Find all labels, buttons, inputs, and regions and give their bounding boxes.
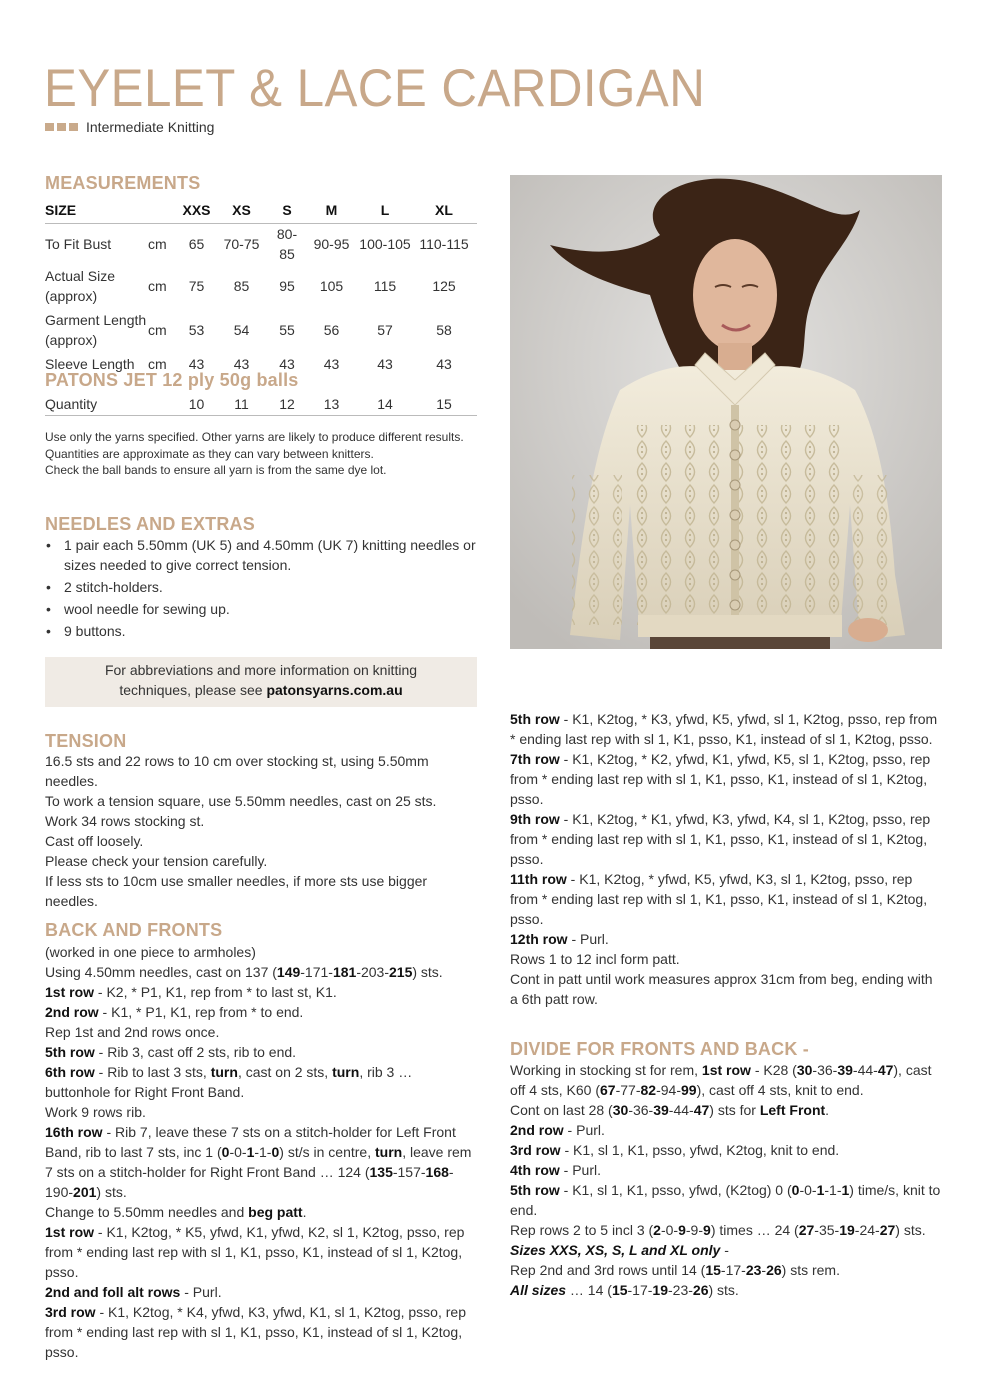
column-header: XXS bbox=[180, 197, 213, 224]
column-header bbox=[148, 197, 180, 224]
cell: 43 bbox=[233, 356, 250, 372]
row-label: Sleeve Length bbox=[45, 356, 135, 372]
abbreviations-line: techniques, please see bbox=[119, 682, 267, 698]
list-item: • 1 pair each 5.50mm (UK 5) and 4.50mm (UK 7) knitting needles or sizes needed to give correct tension. bbox=[45, 535, 477, 575]
row-label: To Fit Bust bbox=[45, 236, 112, 252]
cardigan-photo bbox=[510, 175, 942, 649]
cell: 56 bbox=[323, 322, 340, 338]
paragraph: 9th row - K1, K2tog, * K1, yfwd, K3, yfwd, K4, sl 1, K2tog, psso, rep from * ending last rep with sl 1, K1, psso, K1, instead of sl 1, K2tog, psso. bbox=[510, 811, 931, 867]
paragraph: 2nd row - K1, * P1, K1, rep from * to end. bbox=[45, 1004, 304, 1020]
note: Check the ball bands to ensure all yarn is from the same dye lot. bbox=[45, 463, 387, 477]
cell: 15 bbox=[411, 393, 477, 416]
cell: 43 bbox=[436, 356, 452, 372]
back-fronts-heading: BACK AND FRONTS bbox=[45, 920, 223, 940]
subheading: (worked in one piece to armholes) bbox=[45, 944, 256, 960]
column-header: L bbox=[359, 197, 411, 224]
paragraph: 5th row - K1, sl 1, K1, psso, yfwd, (K2tog) 0 (0-0-1-1-1) time/s, knit to end. bbox=[510, 1182, 941, 1218]
paragraph: Using 4.50mm needles, cast on 137 (149-171-181-203-215) sts. bbox=[45, 964, 443, 980]
paragraph: 1st row - K1, K2tog, * K5, yfwd, K1, yfwd, K2, sl 1, K2tog, psso, rep from * ending last rep with sl 1, K1, psso, K1, instead of sl 1, K2tog, psso. bbox=[45, 1224, 465, 1280]
paragraph: Sizes XXS, XS, S, L and XL only - bbox=[510, 1242, 729, 1258]
cell: 65 bbox=[188, 236, 205, 252]
paragraph: 11th row - K1, K2tog, * yfwd, K5, yfwd, K3, sl 1, K2tog, psso, rep from * ending last rep with sl 1, K1, psso, K1, instead of sl 1, K2tog, psso. bbox=[510, 871, 928, 927]
cell: 100-105 bbox=[359, 236, 411, 252]
paragraph: To work a tension square, use 5.50mm needles, cast on 25 sts. bbox=[45, 793, 437, 809]
unit: cm bbox=[148, 356, 167, 372]
paragraph: Rep 2nd and 3rd rows until 14 (15-17-23-26) sts rem. bbox=[510, 1262, 840, 1278]
paragraph: 5th row - K1, K2tog, * K3, yfwd, K5, yfwd, sl 1, K2tog, psso, rep from * ending last rep with sl 1, K1, psso, K1, instead of sl 1, K2tog, psso. bbox=[510, 711, 938, 747]
abbreviations-box bbox=[45, 657, 477, 707]
note: Quantities are approximate as they can vary between knitters. bbox=[45, 446, 374, 461]
list-item: • wool needle for sewing up. bbox=[45, 599, 477, 619]
paragraph: Please check your tension carefully. bbox=[45, 853, 268, 869]
paragraph: 2nd and foll alt rows - Purl. bbox=[45, 1284, 222, 1300]
row-label: Quantity bbox=[45, 393, 148, 416]
paragraph: Rep rows 2 to 5 incl 3 (2-0-9-9-9) times … 24 (27-35-19-24-27) sts. bbox=[510, 1222, 926, 1238]
cell: 43 bbox=[188, 356, 205, 372]
website-link[interactable]: patonsyarns.com.au bbox=[266, 682, 403, 698]
needles-list bbox=[45, 535, 477, 643]
column-header: M bbox=[304, 197, 359, 224]
table-row bbox=[45, 308, 477, 352]
back-fronts-text bbox=[45, 942, 477, 1362]
paragraph: 16.5 sts and 22 rows to 10 cm over stocking st, using 5.50mm needles. bbox=[45, 753, 429, 789]
cell: 105 bbox=[319, 278, 344, 294]
cell: 43 bbox=[377, 356, 393, 372]
level-square-icon bbox=[45, 123, 54, 131]
column-header: SIZE bbox=[45, 197, 148, 224]
table-header-row bbox=[45, 197, 477, 224]
paragraph: 3rd row - K1, sl 1, K1, psso, yfwd, K2tog, knit to end. bbox=[510, 1142, 840, 1158]
column-header: XL bbox=[411, 197, 477, 224]
cell: 125 bbox=[432, 278, 456, 294]
measurements-heading: MEASUREMENTS bbox=[45, 173, 201, 193]
paragraph: 5th row - Rib 3, cast off 2 sts, rib to end. bbox=[45, 1044, 297, 1060]
instructions bbox=[510, 1060, 942, 1300]
paragraph: Working in stocking st for rem, 1st row - K28 (30-36-39-44-47), cast off 4 sts, K60 (67-77-82-94-99), cast off 4 sts, knit to end. bbox=[510, 1062, 932, 1098]
row-label: Actual Size (approx) bbox=[45, 268, 116, 304]
pattern-rows-continued bbox=[510, 709, 942, 1009]
skill-level-label: Intermediate Knitting bbox=[86, 119, 215, 135]
cell: 14 bbox=[359, 393, 411, 416]
cell: 57 bbox=[377, 322, 393, 338]
cell: 13 bbox=[304, 393, 359, 416]
paragraph: Work 34 rows stocking st. bbox=[45, 813, 205, 829]
column-header: S bbox=[270, 197, 304, 224]
abbreviations-line: For abbreviations and more information on knitting bbox=[104, 662, 418, 678]
list-item: • 9 buttons. bbox=[45, 621, 477, 641]
cell: 90-95 bbox=[313, 236, 350, 252]
cell: 11 bbox=[213, 393, 270, 416]
paragraph: Work 9 rows rib. bbox=[45, 1104, 146, 1120]
measurements-table bbox=[45, 197, 477, 376]
paragraph: 16th row - Rib 7, leave these 7 sts on a stitch-holder for Left Front Band, rib to last 7 sts, inc 1 (0-0-1-1-0) st/s in centre, turn, leave rem 7 sts on a stitch-holder for Right Front Band … 124 (135-157-168-190-201) sts. bbox=[45, 1124, 472, 1200]
pattern-title: EYELET & LACE CARDIGAN bbox=[44, 59, 706, 118]
cell: 58 bbox=[436, 322, 452, 338]
cell: 110-115 bbox=[419, 236, 469, 252]
paragraph: If less sts to 10cm use smaller needles, if more sts use bigger needles. bbox=[45, 873, 428, 909]
cell: 80-85 bbox=[276, 226, 298, 262]
paragraph: Cont on last 28 (30-36-39-44-47) sts for Left Front. bbox=[510, 1102, 830, 1118]
paragraph: 12th row - Purl. bbox=[510, 931, 609, 947]
skill-level bbox=[45, 119, 214, 135]
paragraph: Change to 5.50mm needles and beg patt. bbox=[45, 1204, 307, 1220]
level-square-icon bbox=[57, 123, 66, 131]
tension-heading: TENSION bbox=[45, 731, 127, 751]
divide-text bbox=[510, 1060, 942, 1300]
cell: 43 bbox=[279, 356, 295, 372]
yarn-notes bbox=[45, 429, 477, 479]
cell: 54 bbox=[233, 322, 250, 338]
cell: 75 bbox=[188, 278, 205, 294]
paragraph: 2nd row - Purl. bbox=[510, 1122, 605, 1138]
paragraph: Rep 1st and 2nd rows once. bbox=[45, 1024, 220, 1040]
paragraph: 4th row - Purl. bbox=[510, 1162, 602, 1178]
table-row bbox=[45, 264, 477, 308]
table-row bbox=[45, 224, 477, 265]
note: Use only the yarns specified. Other yarns are likely to produce different results. bbox=[45, 430, 464, 444]
paragraph: 1st row - K2, * P1, K1, rep from * to last st, K1. bbox=[45, 984, 337, 1000]
row-label: Garment Length (approx) bbox=[45, 312, 147, 348]
cell: 115 bbox=[373, 278, 397, 294]
divide-heading: DIVIDE FOR FRONTS AND BACK - bbox=[510, 1039, 809, 1059]
cell: 95 bbox=[279, 278, 295, 294]
column-header: XS bbox=[213, 197, 270, 224]
unit: cm bbox=[148, 322, 167, 338]
cell: 12 bbox=[270, 393, 304, 416]
list-item: • 2 stitch-holders. bbox=[45, 577, 477, 597]
cell: 43 bbox=[323, 356, 340, 372]
table-row bbox=[45, 393, 477, 416]
cell: 85 bbox=[233, 278, 250, 294]
paragraph: Cast off loosely. bbox=[45, 833, 144, 849]
unit: cm bbox=[148, 278, 167, 294]
paragraph: 3rd row - K1, K2tog, * K4, yfwd, K3, yfwd, K1, sl 1, K2tog, psso, rep from * ending last rep with sl 1, K1, psso, K1, instead of sl 1, K2tog, psso. bbox=[45, 1304, 466, 1360]
paragraph: Cont in patt until work measures approx 31cm from beg, ending with a 6th patt row. bbox=[510, 971, 933, 1007]
yarn-quantity-table bbox=[45, 393, 477, 416]
unit: cm bbox=[148, 236, 167, 252]
instructions bbox=[45, 962, 477, 1362]
yarn-heading: PATONS JET 12 ply 50g balls bbox=[45, 370, 299, 390]
paragraph: 7th row - K1, K2tog, * K2, yfwd, K1, yfwd, K5, sl 1, K2tog, psso, rep from * ending last rep with sl 1, K1, psso, K1, instead of sl 1, K2tog, psso. bbox=[510, 751, 931, 807]
cell: 70-75 bbox=[223, 236, 260, 252]
paragraph: 6th row - Rib to last 3 sts, turn, cast on 2 sts, turn, rib 3 … buttonhole for Right Front Band. bbox=[45, 1064, 413, 1100]
needles-heading: NEEDLES AND EXTRAS bbox=[45, 514, 255, 534]
cell: 53 bbox=[188, 322, 205, 338]
cell: 10 bbox=[180, 393, 213, 416]
paragraph: All sizes … 14 (15-17-19-23-26) sts. bbox=[510, 1282, 739, 1298]
instructions bbox=[510, 709, 942, 1009]
cell: 55 bbox=[279, 322, 295, 338]
paragraph: Rows 1 to 12 incl form patt. bbox=[510, 951, 680, 967]
tension-text bbox=[45, 751, 477, 911]
level-square-icon bbox=[69, 123, 78, 131]
